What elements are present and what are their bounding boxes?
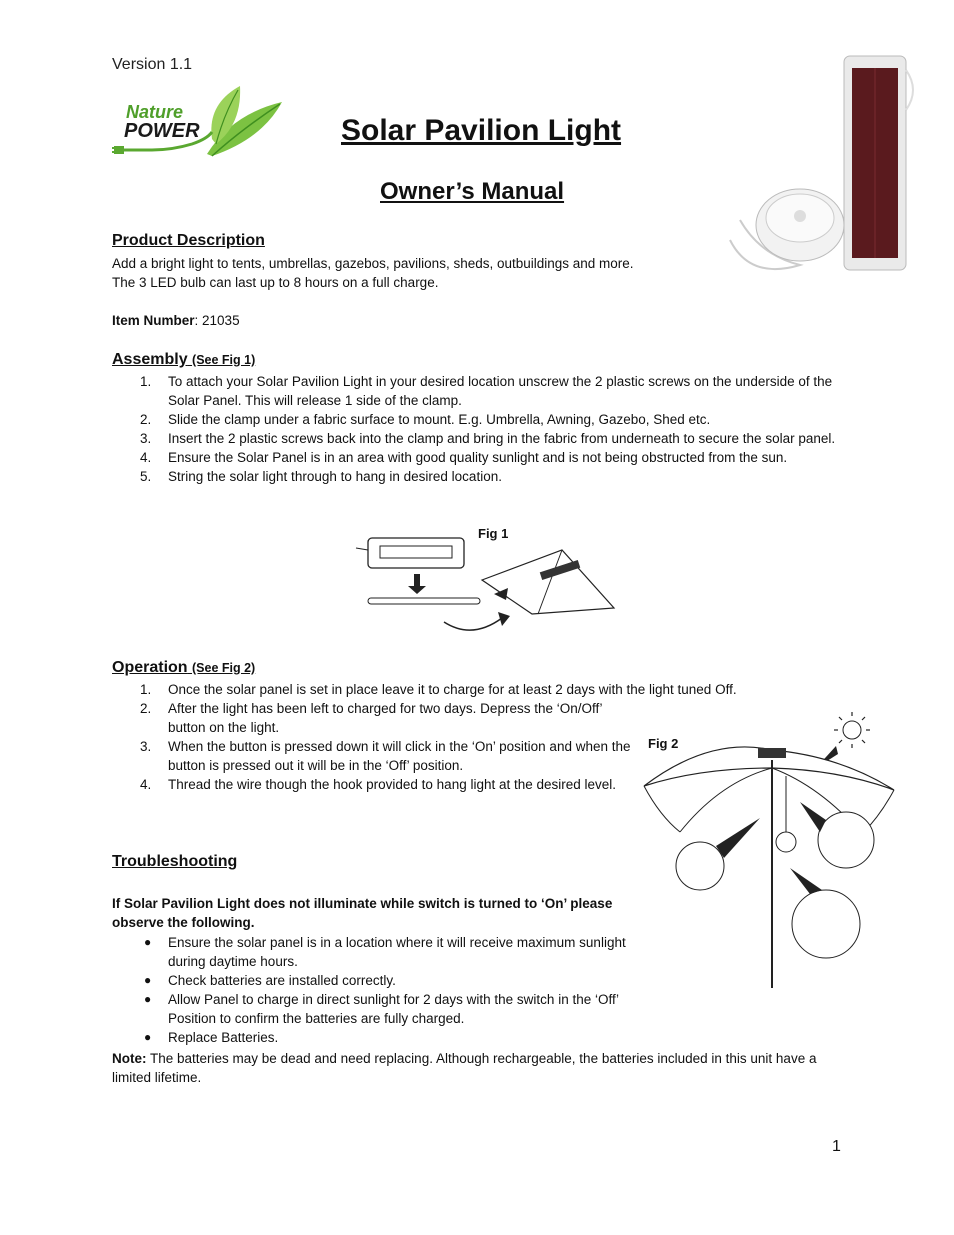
item-number (112, 311, 712, 330)
page-number: 1 (832, 1138, 841, 1155)
bullet-icon: ● (144, 973, 152, 987)
step-number: 3. (140, 739, 152, 754)
product-image (720, 50, 916, 280)
figure-2 (640, 706, 900, 996)
bullet-icon: ● (144, 935, 152, 949)
list-item (112, 372, 842, 410)
step-text: Thread the wire though the hook provided to hang light at the desired level. (168, 777, 617, 792)
operation-heading-text: Operation (112, 659, 188, 676)
bullet-text: Allow Panel to charge in direct sunlight for 2 days with the switch in the ‘Off’ Position to confirm the batteries are fully charged. (168, 992, 619, 1026)
step-text: Ensure the Solar Panel is in an area with good quality sunlight and is not being obstructed from the sun. (168, 450, 788, 465)
list-item (112, 410, 842, 429)
troubleshooting-bullets (112, 933, 632, 1047)
figure-1 (352, 522, 622, 642)
list-item (112, 990, 632, 1028)
operation-steps-continued (112, 699, 632, 794)
list-item (112, 933, 632, 971)
assembly-heading (112, 351, 255, 369)
item-number-label: Item Number (112, 313, 195, 328)
product-description-heading: Product Description (112, 232, 265, 249)
note-label: Note: (112, 1051, 147, 1066)
solar-panel-light-illustration (720, 50, 916, 280)
assembly-fig-ref: (See Fig 1) (192, 353, 256, 367)
umbrella-installation-illustration (640, 706, 900, 996)
list-item (112, 429, 842, 448)
step-text: Once the solar panel is set in place leave it to charge for at least 2 days with the light tuned Off. (168, 682, 737, 697)
list-item (112, 699, 632, 737)
step-text: When the button is pressed down it will click in the ‘On’ position and when the button is pressed out it will be in the ‘Off’ position. (168, 739, 631, 773)
bullet-text: Ensure the solar panel is in a location where it will receive maximum sunlight during daytime hours. (168, 935, 626, 969)
step-number: 1. (140, 374, 152, 389)
fig-2-label: Fig 2 (648, 736, 679, 751)
step-text: String the solar light through to hang in desired location. (168, 469, 502, 484)
list-item (112, 971, 632, 990)
fig-1-label: Fig 1 (478, 526, 509, 541)
product-description-line2: The 3 LED bulb can last up to 8 hours on a full charge. (112, 275, 439, 290)
list-item (112, 737, 632, 775)
list-item (112, 775, 632, 794)
assembly-steps (112, 372, 842, 486)
step-number: 5. (140, 469, 152, 484)
note-text: The batteries may be dead and need replacing. Although rechargeable, the batteries included in this unit have a limited lifetime. (112, 1051, 817, 1085)
operation-fig-ref: (See Fig 2) (192, 661, 256, 675)
list-item (112, 1028, 632, 1047)
assembly-heading-text: Assembly (112, 351, 188, 368)
step-number: 2. (140, 412, 152, 427)
list-item (112, 467, 842, 486)
step-text: After the light has been left to charged for two days. Depress the ‘On/Off’ button on the light. (168, 701, 602, 735)
logo-text-power: POWER (124, 120, 200, 142)
step-text: Insert the 2 plastic screws back into the clamp and bring in the fabric from underneath to secure the solar panel. (168, 431, 836, 446)
step-number: 2. (140, 701, 152, 716)
bullet-text: Replace Batteries. (168, 1030, 279, 1045)
troubleshooting-intro: If Solar Pavilion Light does not illuminate while switch is turned to ‘On’ please observe the following. (112, 896, 613, 930)
item-number-value: : 21035 (194, 313, 240, 328)
step-number: 4. (140, 777, 152, 792)
list-item (112, 448, 842, 467)
bullet-icon: ● (144, 992, 152, 1006)
step-number: 1. (140, 682, 152, 697)
bullet-icon: ● (144, 1030, 152, 1044)
troubleshooting-heading: Troubleshooting (112, 853, 238, 870)
step-number: 4. (140, 450, 152, 465)
step-text: Slide the clamp under a fabric surface to mount. E.g. Umbrella, Awning, Gazebo, Shed etc. (168, 412, 711, 427)
page-title: Solar Pavilion Light (341, 114, 622, 147)
logo-text-nature: Nature (126, 102, 184, 122)
list-item (112, 680, 812, 699)
step-text: To attach your Solar Pavilion Light in your desired location unscrew the 2 plastic screws on the underside of the Solar Panel. This will release 1 side of the clamp. (168, 374, 833, 408)
step-number: 3. (140, 431, 152, 446)
note-paragraph (112, 1049, 828, 1087)
bullet-text: Check batteries are installed correctly. (168, 973, 396, 988)
product-description-line1: Add a bright light to tents, umbrellas, gazebos, pavilions, sheds, outbuildings and more. (112, 256, 634, 271)
operation-heading (112, 659, 255, 677)
operation-steps (112, 680, 812, 699)
version-label: Version 1.1 (112, 56, 193, 73)
nature-power-logo (112, 84, 302, 164)
page-subtitle: Owner’s Manual (380, 178, 565, 205)
